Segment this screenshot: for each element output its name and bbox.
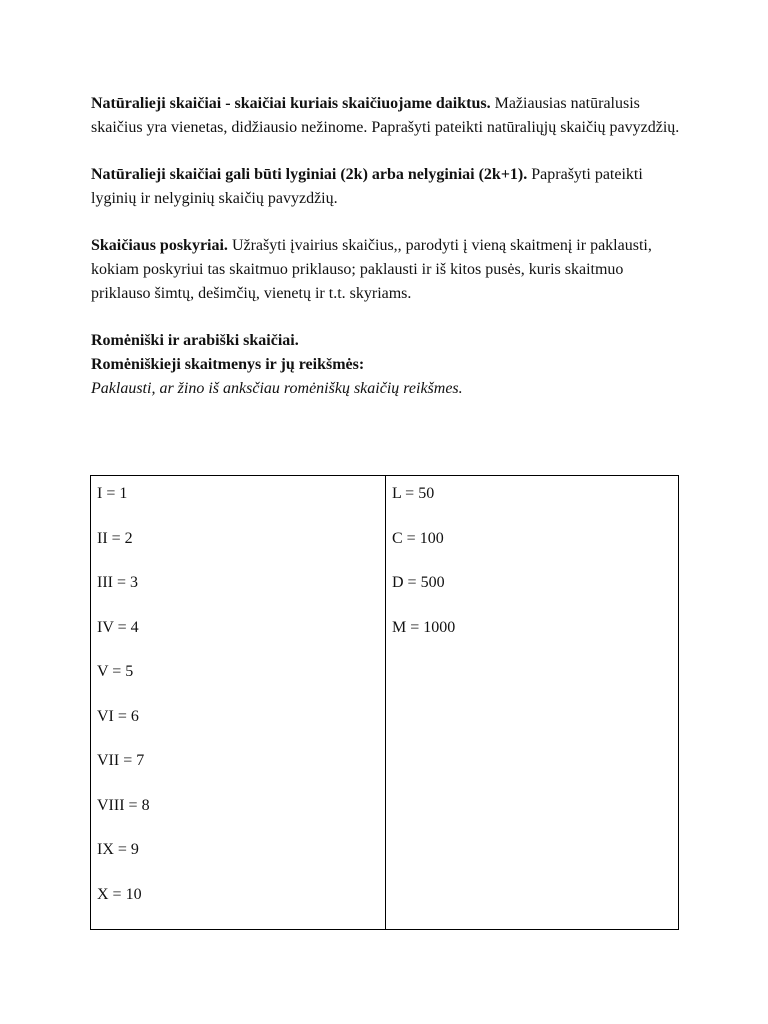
roman-numerals-table xyxy=(90,475,679,930)
document-body xyxy=(91,92,681,401)
roman-value: VI = 6 xyxy=(97,707,139,725)
paragraph-even-odd xyxy=(91,163,681,211)
roman-value: VII = 7 xyxy=(97,752,145,769)
roman-value: C = 100 xyxy=(392,529,444,547)
paragraph-text: Paprašyti pateikti lyginių ir nelyginių skaičių pavyzdžių. xyxy=(91,166,643,207)
paragraph-bold: Skaičiaus poskyriai. xyxy=(91,237,228,254)
roman-value: V = 5 xyxy=(97,663,134,680)
roman-value: IX = 9 xyxy=(97,841,139,858)
paragraph-place-values xyxy=(91,234,681,306)
roman-value: VIII = 8 xyxy=(97,796,150,814)
table-cell-right xyxy=(386,476,679,930)
paragraph-text: Mažiausias natūralusis skaičius yra vienetas, didžiausio nežinome. Paprašyti pateikti natūraliųjų skaičių pavyzdžių. xyxy=(91,95,680,136)
roman-value: I = 1 xyxy=(97,485,128,502)
roman-value: D = 500 xyxy=(392,574,445,591)
heading-roman-digits xyxy=(91,353,681,377)
roman-value: II = 2 xyxy=(97,529,133,547)
table-cell-left xyxy=(91,476,386,930)
table-row xyxy=(91,476,679,930)
roman-value: IV = 4 xyxy=(97,618,139,636)
paragraph-bold: Natūralieji skaičiai - skaičiai kuriais skaičiuojame daiktus. xyxy=(91,95,491,112)
roman-value: L = 50 xyxy=(392,485,435,502)
heading-text: Romėniški ir arabiški skaičiai. xyxy=(91,332,299,349)
italic-note: Paklausti, ar žino iš anksčiau romėniškų skaičių reikšmes. xyxy=(91,380,463,397)
roman-value: III = 3 xyxy=(97,574,139,591)
heading-roman-arabic xyxy=(91,329,681,353)
paragraph-bold: Natūralieji skaičiai gali būti lyginiai (2k) arba nelyginiai (2k+1). xyxy=(91,166,528,183)
paragraph-text: Užrašyti įvairius skaičius,, parodyti į vieną skaitmenį ir paklausti, kokiam poskyriui tas skaitmuo priklauso; paklausti ir iš kitos pusės, kuris skaitmuo priklauso šimtų, dešimčių, vienetų ir t.t. skyriams. xyxy=(91,237,652,302)
heading-text: Romėniškieji skaitmenys ir jų reikšmės: xyxy=(91,356,365,373)
roman-value: M = 1000 xyxy=(392,618,456,636)
roman-value: X = 10 xyxy=(97,885,142,903)
paragraph-natural-numbers xyxy=(91,92,681,140)
